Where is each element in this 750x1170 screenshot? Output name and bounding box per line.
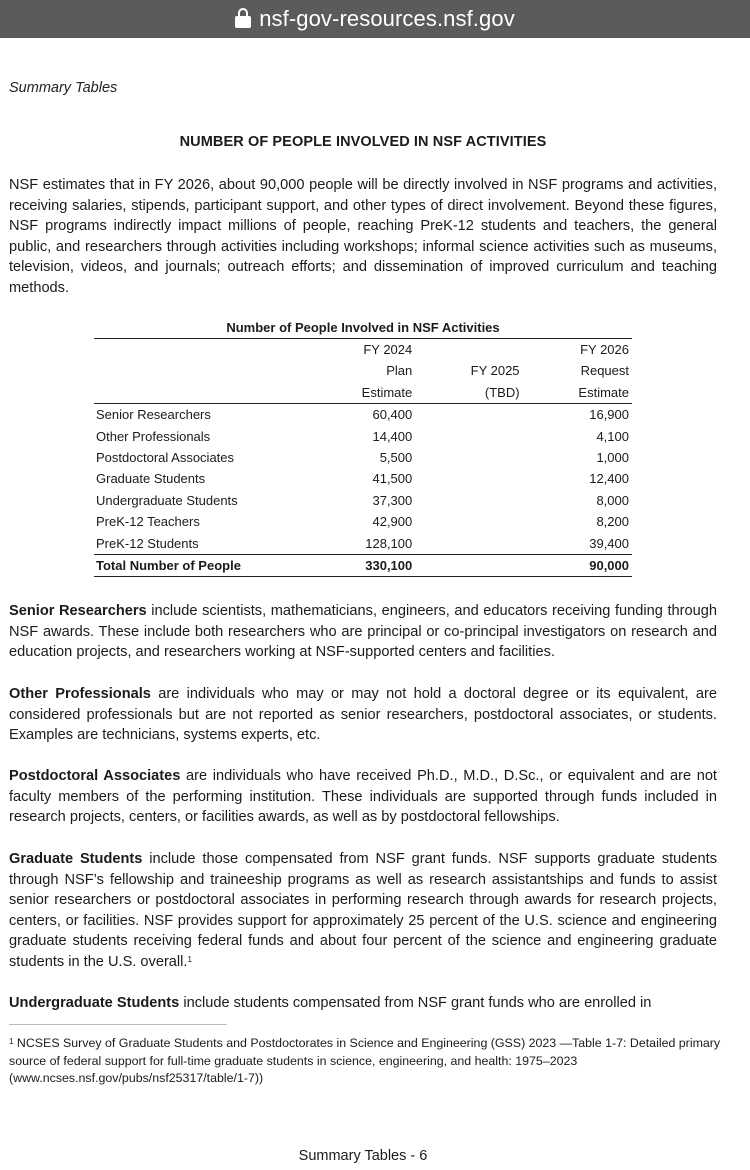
definition-term: Other Professionals <box>9 686 151 702</box>
footnote-reference[interactable]: 1 <box>187 954 192 964</box>
header-cell <box>94 360 295 381</box>
header-cell: (TBD) <box>412 382 519 404</box>
table-row <box>94 490 632 511</box>
fy2025-value <box>412 404 519 426</box>
other-professionals-definition <box>9 684 717 746</box>
definition-term: Senior Researchers <box>9 603 147 619</box>
header-cell: FY 2024 <box>295 339 412 361</box>
table-row <box>94 533 632 555</box>
table-row <box>94 447 632 468</box>
table-header-row <box>94 382 632 404</box>
header-cell <box>94 339 295 361</box>
header-cell: FY 2025 <box>470 363 520 379</box>
undergraduate-students-definition <box>9 993 717 1014</box>
footnote-text: NCSES Survey of Graduate Students and Postdoctorates in Science and Engineering (GSS) 2023 —Table 1-7: Detailed primary source of federal support for full-time graduate students in science, engineering, and health: 1975–2023 (www.ncses.nsf.gov/pubs/nsf25317/table/1-7)) <box>9 1036 721 1085</box>
definition-text: include scientists, mathematicians, engineers, and educators receiving funding through NSF awards. These include both researchers who are principal or co-principal investigators on research and education projects, and researchers working at NSF-supported centers and facilities. <box>9 603 717 661</box>
fy2024-value: 128,100 <box>365 535 413 551</box>
fy2026-value: 12,400 <box>589 471 629 487</box>
senior-researchers-definition <box>9 601 717 663</box>
table-header-row <box>94 339 632 361</box>
header-cell: Estimate <box>520 382 632 404</box>
footnote <box>9 1035 721 1088</box>
row-label: Graduate Students <box>96 471 206 487</box>
definition-term: Graduate Students <box>9 851 143 867</box>
fy2025-value <box>412 511 519 532</box>
table-row <box>94 404 632 426</box>
page-title: NUMBER OF PEOPLE INVOLVED IN NSF ACTIVITIES <box>179 134 547 150</box>
row-label: Senior Researchers <box>96 407 211 423</box>
row-label: Undergraduate Students <box>96 492 238 508</box>
row-label: Other Professionals <box>96 428 211 444</box>
url-domain[interactable]: nsf-gov-resources.nsf.gov <box>259 6 515 31</box>
fy2025-value <box>412 426 519 447</box>
fy2026-value: 1,000 <box>596 450 629 466</box>
intro-paragraph: NSF estimates that in FY 2026, about 90,000 people will be directly involved in NSF programs and activities, receiving salaries, stipends, participant support, and other types of direct involvement. Beyond these figures, NSF programs indirectly impact millions of people, reaching PreK-12 students and teachers, the general public, and researchers through activities including workshops; informal science activities such as museums, television, videos, and journals; outreach efforts; and dissemination of improved curriculum and teaching methods. <box>9 177 717 296</box>
table-row <box>94 468 632 489</box>
definition-text: are individuals who have received Ph.D., M.D., D.Sc., or equivalent and are not faculty members of the performing institution. These individuals are supported through funds included in research projects, centers, or facilities awards, as well as by postdoctoral fellowships. <box>9 768 717 826</box>
total-fy2026: 90,000 <box>520 555 632 577</box>
address-bar[interactable] <box>0 0 750 38</box>
definition-text: are individuals who may or may not hold a doctoral degree or its equivalent, are considered professionals but are not reported as senior researchers, postdoctoral associates, or students. Examples are technicians, systems experts, etc. <box>9 686 717 744</box>
header-cell: FY 2026 <box>520 339 632 361</box>
fy2026-value: 8,200 <box>596 514 629 530</box>
fy2026-value: 4,100 <box>596 428 629 444</box>
lock-icon <box>235 8 251 28</box>
table-row <box>94 426 632 447</box>
table-header-row <box>94 360 632 381</box>
fy2024-value: 41,500 <box>372 471 413 487</box>
header-cell <box>412 339 519 361</box>
definition-text: include those compensated from NSF grant funds. NSF supports graduate students through NSF’s fellowship and traineeship programs as well as research assistantships and funds to assist senior researchers or postdoctoral associates in performing research through awards for research projects, centers, or facilities. NSF provides support for approximately 25 percent of the U.S. science and engineering graduate students receiving federal funds and about four percent of the science and engineering graduate students in the U.S. overall. <box>9 851 717 970</box>
fy2024-value: 5,500 <box>379 450 413 466</box>
page-number: Summary Tables - 6 <box>298 1148 428 1164</box>
row-label: PreK-12 Students <box>96 535 199 551</box>
fy2025-value <box>412 468 519 489</box>
row-label: PreK-12 Teachers <box>96 514 200 530</box>
fy2025-value <box>412 490 519 511</box>
fy2024-value: 60,400 <box>372 407 413 423</box>
fy2026-value: 16,900 <box>589 407 629 423</box>
header-cell: Plan <box>386 363 413 379</box>
fy2024-value: 14,400 <box>372 428 413 444</box>
graduate-students-definition <box>9 849 717 973</box>
people-table <box>94 338 632 577</box>
footnote-marker: 1 <box>9 1037 14 1046</box>
table-total-row <box>94 555 632 577</box>
fy2024-value: 37,300 <box>372 492 413 508</box>
row-label: Postdoctoral Associates <box>96 450 235 466</box>
header-cell: Estimate <box>295 382 412 404</box>
total-fy2024: 330,100 <box>295 555 412 577</box>
table-row <box>94 511 632 532</box>
definition-term: Undergraduate Students <box>9 995 180 1011</box>
fy2025-value <box>412 533 519 555</box>
fy2026-value: 39,400 <box>589 535 629 551</box>
definition-term: Postdoctoral Associates <box>9 768 181 784</box>
total-fy2025 <box>412 555 519 577</box>
fy2025-value <box>412 447 519 468</box>
fy2024-value: 42,900 <box>372 514 413 530</box>
postdoctoral-associates-definition <box>9 766 717 828</box>
footnote-divider <box>9 1024 227 1025</box>
running-header: Summary Tables <box>9 80 118 96</box>
header-cell: Request <box>580 363 629 379</box>
header-cell <box>94 382 295 404</box>
fy2026-value: 8,000 <box>596 492 629 508</box>
total-label: Total Number of People <box>94 555 295 577</box>
definition-text: include students compensated from NSF grant funds who are enrolled in <box>179 995 652 1011</box>
table-title: Number of People Involved in NSF Activities <box>226 320 500 335</box>
